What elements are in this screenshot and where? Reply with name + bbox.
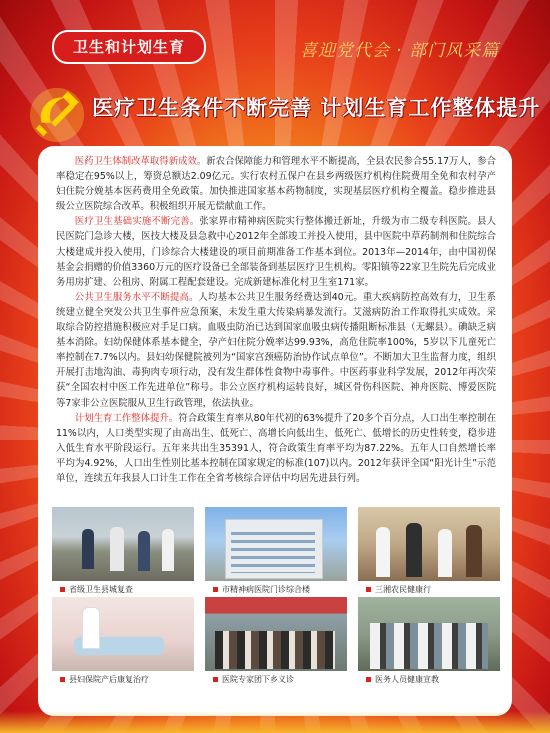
- photo-image: [52, 507, 194, 581]
- photo-item: [205, 597, 347, 685]
- photo-caption: 省级卫生县城复查: [52, 584, 194, 595]
- bullet-icon: [213, 677, 218, 682]
- photo-image: [205, 507, 347, 581]
- content-card: [38, 146, 512, 716]
- bottom-glow: [0, 711, 550, 733]
- paragraph-lead: 医药卫生体制改革取得新成效。: [74, 156, 207, 167]
- paragraph: [56, 214, 496, 289]
- photo-item: [52, 507, 194, 595]
- paragraph-text: 人均基本公共卫生服务经费达到40元。重大疾病防控高效有力，卫生系统建立健全突发公共卫生事件应急预案，未发生重大传染病暴发流行。艾滋病防治工作取得扎实成效。采取综合防控措施积极应对手足口病。血吸虫防治已达到国家血吸虫病传播阻断标准县（无螺县）。碘缺乏病基本消除。妇幼保健体系基本健全，孕产妇住院分娩率达99.93%，高危住院率100%，5岁以下儿童死亡率控制在7.7%以内。县妇幼保健院被列为“国家宫颈癌防治协作试点单位”。不断加大卫生监督力度，组织开展打击地沟油、毒狗肉专项行动，没有发生群体性食物中毒事件。中医药事业科学发展，2012年再次荣获“全国农村中医工作先进单位”称号。非公立医疗机构运转良好，城区骨伤科医院、神舟医院、博爱医院等7家非公立医院服从卫生行政管理，依法执业。: [56, 291, 496, 409]
- headline: 医疗卫生条件不断完善 计划生育工作整体提升: [92, 96, 541, 120]
- photo-image: [358, 597, 500, 671]
- photo-item: [52, 597, 194, 685]
- photo-caption: 三湘农民健康行: [358, 584, 500, 595]
- photo-item: [205, 507, 347, 595]
- paragraph-lead: 医疗卫生基础实施不断完善。: [74, 216, 200, 228]
- paragraph-text: 张家界市精神病医院实行整体搬迁新址，升级为市二级专科医院。县人民医院门急诊大楼，医技大楼及县急救中心2012年全部竣工并投入使用，县中医院中草药制剂和住院综合大楼建成并投入使用，门诊综合大楼建设的项目前期准备工作基本到位。2013年—2014年，由中国初保基金会捐赠的价值3360万元的医疗设备已全部装备到基层医疗卫生机构。零阳镇等22家卫生院先后完成业务用房扩建、公租房、附属工程配套建设。完成新建标准化村卫生室171家。: [56, 216, 496, 288]
- photo-image: [358, 507, 500, 581]
- photo-item: [358, 597, 500, 685]
- bullet-icon: [60, 677, 65, 682]
- bullet-icon: [366, 677, 371, 682]
- hammer-sickle-icon: [28, 86, 86, 144]
- photo-image: [205, 597, 347, 671]
- paragraph-lead: 计划生育工作整体提升。: [74, 412, 179, 424]
- bullet-icon: [366, 587, 371, 592]
- photo-caption: 医院专家团下乡义诊: [205, 674, 347, 685]
- bullet-icon: [60, 587, 65, 592]
- bullet-icon: [213, 587, 218, 592]
- paragraph: [56, 290, 496, 411]
- photo-caption: 市精神病医院门诊综合楼: [205, 584, 347, 595]
- photo-caption: 医务人员健康宣教: [358, 674, 500, 685]
- paragraph-text: 符合政策生育率从80年代初的63%提升了20多个百分点，人口出生率控制在11%以内，人口类型实现了由高出生、低死亡、高增长向低出生、低死亡、低增长的历史性转变，稳步进入低生育水平阶段运行。五年来共出生35391人，符合政策生育率平均为87.22%。五年人口自然增长率平均为4.92%，人口出生性别比基本控制在国家规定的标准(107)以内。2012年获评全国“阳光计生”示范单位，连续五年我县人口计生工作在全省考核综合评估中均居先进县行列。: [56, 412, 496, 484]
- paragraph: [56, 154, 496, 214]
- photo-caption: 县妇保院产后康复治疗: [52, 674, 194, 685]
- article-body: [38, 146, 512, 486]
- paragraph: [56, 411, 496, 486]
- photo-image: [52, 597, 194, 671]
- slogan: 喜迎党代会 · 部门风采篇: [300, 41, 500, 61]
- photo-item: [358, 507, 500, 595]
- paragraph-text: 新农合保障能力和管理水平不断提高，全县农民参合55.17万人，参合率稳定在95%以上，筹资总额达2.09亿元。实行农村五保户在县乡两级医疗机构住院费用全免和农村孕产妇住院分娩基本医药费用全免政策。加快推进国家基本药物制度，实现基层医疗机构全覆盖。稳步推进县级公立医院综合改革。积极组织开展无偿献血工作。: [56, 156, 496, 213]
- paragraph-lead: 公共卫生服务水平不断提高。: [74, 291, 199, 303]
- section-tag: 卫生和计划生育: [52, 30, 206, 64]
